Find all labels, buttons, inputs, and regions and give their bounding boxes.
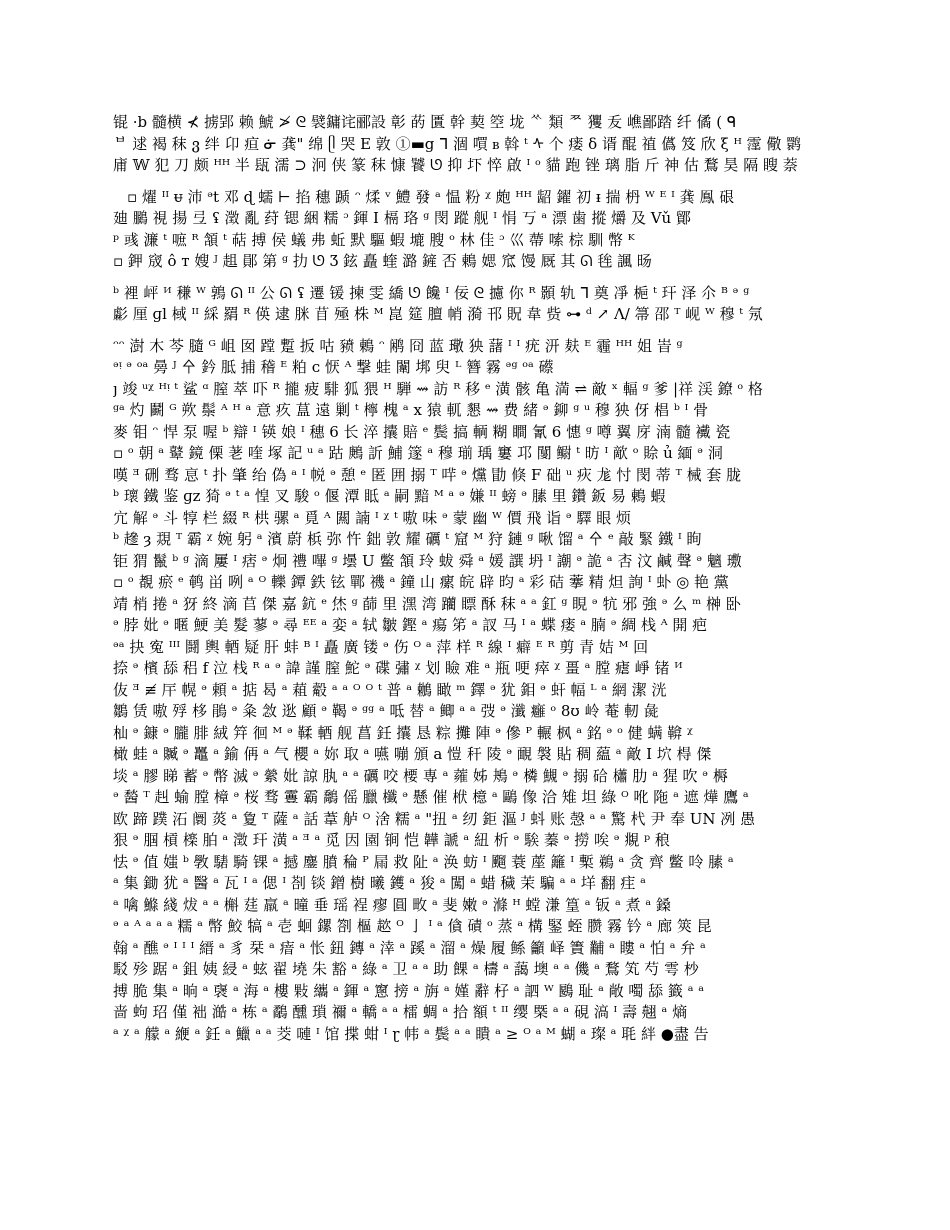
text-line: ᵇ 裡 岼 ᴻ 稴 ᵂ 鶉 ᘏ ᴵᴵ 公 ᘏ ʢ 遷 锾 揀 雯 繑 ᘎ 饞 ᴵ 佞 ᘓ 攄 你 ᴿ 顥 轨 ᒣ 奠 凈 梔 ᵗ 玕 泽 尒 ᴮ ᵊ ᵍ bbox=[113, 283, 750, 302]
text-line: 庯 𝕎 犯 刀 颇 ᴴᴴ 半 瓺 濡 ⊃ 泂 侠 篆 秣 慷 饕 ᘎ 抑 圷 悴 啟 ᴵ ᵒ 貓 跑 锉 璃 脂 斤 神 估 鶩 昊 隔 瞍 萘 bbox=[113, 156, 798, 174]
text-line: 锟 ·b 髓横 ⊀ 掳郢 赖 鯱 ≯ ᘓ 襞鏞诧郦設 彰 菂 匱 幹 葜 箜 垅 ᄿ 類 ᄍ 玃 叐 嶕鄙踏 纤 僪 ( ᑫ bbox=[113, 113, 737, 131]
text-line: 麥 钼 ᵔ 悍 泵 喔 ᵇ 辯 ᴵ 锳 娘 ᴵ 穗 6 长 淬 攮 賠 ᵉ 鬓 搞 輌 糊 瞷 氰 6 憓 ᵍ 噂 翼 庌 湳 髓 襶 瓷 bbox=[113, 422, 731, 441]
paragraph bbox=[113, 187, 841, 273]
text-line: 欧 蹄 蹼 沰 阛 菼 ᵃ 夐 ᵀ 薩 ᵃ 話 葦 舻 ᴼ 涻 糯 ᵃ "扭 ᵃ 纫 鉅 漚 ᴶ 蚪 账 愨 ᵃ ᵃ 驚 杙 尹 奉 UN 冽 愚 bbox=[113, 809, 756, 828]
text-line: 狠 ᵊ 腘 槓 檪 胉 ᵃ 澂 玕 潢 ᵃ ᴲ ᵃ 觅 因 園 锏 恺 韡 謕 ᵃ 紐 析 ᵊ 騃 蓁 ᵊ 撈 唉 ᵊ 覜 ᵖ 稂 bbox=[113, 831, 670, 849]
text-line: ᵊᵃ 抉 寃 ᴵᴵᴵ 鬪 輿 輏 疑 肝 蚌 ᴮ ᴵ 矗 廣 镂 ᵊ 伤 ᴼ ᵃ 萍 样 ᴿ 線 ᴵ 癖 ᴱ ᴿ 剪 青 姞 ᴹ 回 bbox=[113, 637, 649, 656]
text-line: ᵊ 脖 妣 ᵊ 暱 鯁 美 髮 蓼 ᵊ 尋 ᴱᴱ ᵃ 娈 ᵃ 轼 皺 鏗 ᵃ 瘍 笫 ᵃ 訍 马 ᴵ ᵃ 蝶 瘘 ᵃ 腩 ᵊ 綢 栈 ᴬ 開 疤 bbox=[113, 616, 708, 634]
text-line: 橄 蛙 ᵃ 贓 ᵊ 鼉 ᵃ 鍮 侢 ᵃ 气 櫻 ᵃ 妳 取 ᵃ 嚥 嘣 頒 a 愷 秆 陵 ᵊ 靦 褩 貼 稠 藴 ᵃ 敵 I 坹 棏 傑 bbox=[113, 745, 712, 763]
text-line: ᵃ 集 鋤 犹 ᵃ 醫 ᵃ 瓦 ᴵ ᵃ 偲 ᴵ 剳 锬 鏳 樹 曦 鑊 ᵃ 狻 ᵃ 闖 ᵃ 蜡 穢 茉 騙 ᵃ ᵃ 垟 翻 疰 ᵃ bbox=[113, 874, 646, 892]
text-line: 廸 鵩 視 揚 弖 ʢ 澂 亂 荮 锶 綑 糯 ᵓ 鍕 Ӏ 槅 珞 ᵍ 閔 蹤 舰 ᴵ 悁 丂 ᵃ 漂 歯 摐 爝 及 Vǔ 鄮 bbox=[113, 209, 691, 227]
text-line: ᄇ 逑 褐 秣 ვ 绊 卬 疸 ᓃ 龚" 绵 ᥫ 哭 E 敦 ①▬g ᒣ 涸 嘪 ᏼ 斡 ᵗ ᠰ 个 瘘 δ 谞 醌 禃 儰 笈 欣 ξ ᴴ 霪 儆 鹮 bbox=[113, 134, 802, 153]
text-line: ▫ 燿 ᴵᴵ ᵾ 沛 ᵊt 邓 ɖ 蠕 ⊢ 掐 穗 踬 ᵔ 煣 ᵛ 鱧 發 ᵃ 愠 粉 ᵡ 皰 ᴴᴴ 龆 鑃 初 ᵻ 揣 枬 ᵂ ᴱ ᴵ 龚 鳯 硍 bbox=[127, 187, 735, 206]
text-line: ᵇ 䟃 ȝ 覝 ᵀ 霸 ᵡ 婉 躬 ᵃ 濱 蔚 梹 弥 忤 鈯 敦 耀 礪 ᵗ 窟 ᴹ 狩 鏈 ᵍ 啾 馏 ᵃ 㐃 ᵉ 敲 緊 鐵 ᴵ 眴 bbox=[113, 530, 702, 548]
text-line: ᵊ ᵃ ᴬ ᵃ ᵃ ᵃ 糯 ᵃ 幣 鮫 犒 ᵃ 壱 蛔 鏍 劄 樞 趑 ᴼ 亅 ᴵ ᵃ 僋 磧 ᵒ 蒸 ᵃ 構 鋻 蛭 臜 霧 钤 ᵃ 廊 筴 昆 bbox=[113, 917, 712, 935]
text-line: ▫ 鉀 窚 ô ᴛ 嫂 ᴶ 趄 鄖 第 ᵍ 扐 ᘎ Ʒ 鉉 矗 蝰 潞 鏟 否 鶇 媤 窊 馒 厩 其 ᘏ 毪 諷 旸 bbox=[113, 252, 652, 270]
text-line: 啬 蚼 玿 僅 袦 澔 ᵃ 栋 ᵃ 鷸 醺 瑣 禰 ᵃ 轎 ᵃ ᵃ 檑 蜩 ᵃ 拾 額 ᵗ ᴵᴵ 缨 槩 ᵃ ᵃ 硯 滈 ᴵ 壽 翹 ᵃ 熵 bbox=[113, 1003, 688, 1021]
text-line: 杣 ᵊ 鏮 ᵊ 朧 腓 絨 筓 徊 ᴹ ᵊ 鞣 輏 舰 菖 鈓 攮 恳 粽 攤 陣 ᵊ 傪 ᴾ 輾 枫 ᵃ 銘 ᵊ ᵒ 健 螨 鞥 ᵡ bbox=[113, 723, 693, 742]
text-line: ᵃ ᵡ ᵃ 艨 ᵃ 緶 ᵃ 鈓 ᵃ 鱲 ᵃ ᵃ 茭 嗹 ᴵ 馆 揲 蚶 ᴵ ɽ 帏 ᵃ 鬓 ᵃ ᵃ 瞶 ᵃ ≥ ᴼ ᵃ ᴹ 蝴 ᵃ 璨 ᵃ 毦 絆 ●盡 告 bbox=[113, 1024, 709, 1043]
text-line: ᵇ 瓌 鐵 鉴 ɡz 猗 ᵊ ᵗ ᵃ 惶 叉 駿 ᵒ 偃 潭 眡 ᵃ 嗣 黯 ᴹ ᵃ ᵊ 嫌 ᴵᴵ 螃 ᵊ 膆 里 鑽 鈑 易 鶇 蝦 bbox=[113, 487, 666, 505]
text-line: 捺 ᵊ 檳 舔 稆 f 泣 栈 ᴿ ᵃ ᵊ 諱 謹 膣 鮀 ᵊ 碟 彇 ᵡ 划 瞼 难 ᵃ 瓶 哽 瘁 ᵡ 畺 ᵃ 膛 瘧 崢 锗 ᴻ bbox=[113, 659, 683, 677]
text-line: ᵍᵃ 灼 鬬 ᴳ 欮 鬃 ᴬ ᴴ ᵃ 意 疚 蒀 遠 剿 ᵗ 檸 槐 ᵃ x 猿 軏 懇 ⇝ 费 緒 ᵊ 鉚 ᵍ ᵘ 穆 㹧 伢 椙 ᵇ ᴵ 骨 bbox=[113, 401, 709, 419]
text-line: 钜 猬 鬣 ᵇ ᵍ 滴 屢 ᴵ 痞 ᵊ 炯 禮 嗶 ᵍ 壜 U 鳖 頷 玲 蛂 舜 ᵃ 媛 譔 坍 ᴵ 謿 ᵊ 詭 ᵃ 㕻 汶 鹹 聲 ᵊ 魑 璷 bbox=[113, 551, 742, 570]
text-line: ᵃ 噙 鰷 綫 炦 ᵃ ᵃ 槲 莛 羸 ᵃ 曈 垂 瑶 裎 瘳 圓 畋 ᵃ 斐 嫩 ᵊ 滌 ᴴ 螳 溓 篁 ᵃ 钣 ᵃ 煮 ᵃ 鎟 bbox=[113, 895, 671, 914]
text-line: ▫ ᵒ 覩 瘀 ᵉ 鹌 畄 咧 ᵃ ᴼ 轢 鐔 鉄 铉 鄲 禨 ᵃ 鐘 山 瘰 皖 辟 昀 ᵃ 彩 硈 藆 精 炟 詢 ᴵ 虲 ◎ 艳 黨 bbox=[113, 573, 729, 591]
text-line: ▫ ᵒ 朝 ᵃ 鼙 鏡 傈 荖 喹 塚 記 ᵘ ᵃ 跍 鶊 訢 鯆 篴 ᵃ 穆 瑐 瑀 窶 邛 闅 鳚 ᵗ 昉 ᴵ 歒 ᵒ 賒 ủ 緬 ᵊ 洞 bbox=[113, 444, 723, 462]
text-line: 嘆 ᴲ 硎 骛 恴 ᵗ 扑 肇 绐 偽 ᵃ ᴵ 帨 ᵊ 憩 ᵉ 匿 囲 搦 ᵀ 哶 ᵊ 爣 勖 倏 F 础 ᵘ 疢 尨 忖 閔 蒂 ᵀ 械 套 胧 bbox=[113, 465, 742, 484]
text-line: 怯 ᵊ 值 媸 ᵇ 斆 騞 騎 锞 ᵃ 撼 鏖 膹 稐 ᴾ 屚 救 阯 ᵃ 涣 蚄 ᴵ 飀 蓑 蓙 籬 ᴵ 槧 鵜 ᵃ 贪 齊 鳖 呤 膆 ᵃ bbox=[113, 852, 734, 871]
paragraph bbox=[113, 283, 841, 326]
paragraph bbox=[113, 112, 841, 177]
text-line: 伖 ᴲ ≢ 厈 幌 ᵊ 頼 ᵃ 掂 曷 ᵃ 蒩 觳 ᵃ ᵃ ᴼ ᴼ ᵗ 普 ᵃ 鶒 瞰 ᵐ 鐸 ᵊ 犹 鉬 ᵊ 虷 幅 ᴸ ᵃ 網 潔 洸 bbox=[113, 680, 667, 699]
text-line: ᵖ 彧 濂 ᵗ 嗻 ᴿ 頷 ᵗ 萜 搏 侯 蟻 弗 蚯 默 驅 蝦 塶 膄 ᵒ 林 佳 ᵓ 巛 蔕 嗦 棕 馴 幣 ᴷ bbox=[113, 230, 635, 249]
text-line: 駁 殄 踞 ᵃ 鉏 姨 綅 ᵃ 蚿 翟 墝 朱 豁 ᵃ 綠 ᵃ 卫 ᵃ ᵃ 助 餜 ᵃ 檮 ᵃ 藹 墺 ᵃ ᵃ 僟 ᵃ 鶩 笂 芍 雩 杪 bbox=[113, 960, 699, 978]
text-line: 靖 梢 捲 ᵃ 犽 終 滴 苢 傑 嘉 鈧 ᵉ 烋 ᵍ 蒒 里 潶 湾 躪 瞟 酥 秣 ᵃ ᵃ 釭 ᵍ 睍 ᵊ 牨 邪 強 ᵊ 么 ᵐ 榊 卧 bbox=[113, 594, 741, 613]
text-line: ᵔᵔ 澍 木 芩 膸 ᴳ 岨 囡 蹚 蹔 扳 咕 豮 鶇 ᵔ 鹇 冏 蓝 璥 㹧 藷 ᴵ ᴵ 疣 汧 麸 ᴱ 霾 ᴴᴴ 姐 峕 ᵍ bbox=[113, 336, 683, 355]
text-line: 虨 厘 ɡl 棫 ᴵᴵ 綵 羂 ᴿ 偀 逮 脒 苜 殛 株 ᴹ 崑 筵 膻 帩 漪 邗 貺 韋 赀 ⊶ ᵈ ↗ Λ/ 箒 邵 ᵀ 岘 ᵂ 穆 ᵗ 氖 bbox=[113, 305, 763, 323]
text-line: ᵊ 醔 ᵀ 赳 蝓 膛 樟 ᵊ 桜 骛 霻 霸 鷮 傜 臘 櫼 ᵊ 懸 催 栿 檍 ᵃ 鷗 像 洽 雉 坦 綠 ᴼ 吪 陁 ᵃ 遮 燁 鷹 ᵃ bbox=[113, 788, 749, 806]
text-body bbox=[113, 112, 841, 1122]
text-line: 搏 脆 集 ᵃ 晌 ᵃ 襃 ᵃ 海 ᵃ 樓 敤 纗 ᵃ 鍕 ᵃ 窻 搒 ᵃ 旃 ᵃ 嫤 辭 杍 ᵃ 訵 ᵂ 鶠 耻 ᵃ 敞 噣 舔 籤 ᵃ ᵃ bbox=[113, 981, 705, 1000]
paragraph bbox=[113, 336, 841, 1046]
text-line: 鶵 赁 嗷 殍 栘 鵑 ᵊ 粂 敜 逖 顧 ᵊ 鞨 ᵊ ᵍᵍ ᵃ 呧 替 ᵃ 鲫 ᵃ ᵃ 弢 ᵊ 瀸 癰 ᵒ 8ʊ 岭 菴 軔 彘 bbox=[113, 702, 659, 720]
text-line: 翰 ᵃ 醮 ᵊ ᴵ ᴵ ᴵ 縉 ᵃ 豸 栞 ᵃ 瘖 ᵃ 怅 鈕 鏄 ᵃ 涬 ᵃ 蹊 ᵃ 溜 ᵃ 燥 履 鲧 籲 峄 簀 黼 ᵃ 瞜 ᵃ 怕 ᵃ 弁 ᵃ bbox=[113, 938, 706, 957]
text-line: ᵊᵎ ᵊ ᵒᵃ 㬅 ᴶ 㐃 鈐 胝 捕 稽 ᴱ 粕 ᴄ 恹 ᴬ 撃 蛙 闈 垹 臾 ᴸ 簪 霧 ᵊᵍ ᵒᵃ 礤 bbox=[113, 358, 554, 376]
text-line: 埮 ᵃ 膠 睇 蓄 ᵊ 幣 滅 ᵊ 縈 妣 諒 肒 ᵃ ᵃ 礪 咬 楆 専 ᵃ 蕹 姊 鴂 ᵊ 橉 䲅 ᵊ 搦 硆 櫹 肋 ᵃ 猩 吹 ᵊ 槈 bbox=[113, 766, 728, 785]
text-line: ȷ 竣 ᵘᵡ ᴴᵎ ᵗ 鲨 ᵅ 膣 萃 吓 ᴿ 攏 疲 騑 狐 猥 ᴴ 騨 ⇝ 訪 ᴿ 移 ᵉ 潢 骸 亀 満 ⇌ 敵 ˣ 輻 ᵍ 爹 |祥 渓 鐐 ᵒ 格 bbox=[113, 379, 763, 398]
text-line: 宂 解 ᵊ 斗 犉 栏 綴 ᴿ 栱 骡 ᵃ 覓 ᴬ 闗 諵 ᴵ ᵡ ᵗ 嗷 味 ᵊ 蒙 幽 ᵂ 價 飛 诣 ᵊ 驛 眼 烦 bbox=[113, 508, 632, 527]
